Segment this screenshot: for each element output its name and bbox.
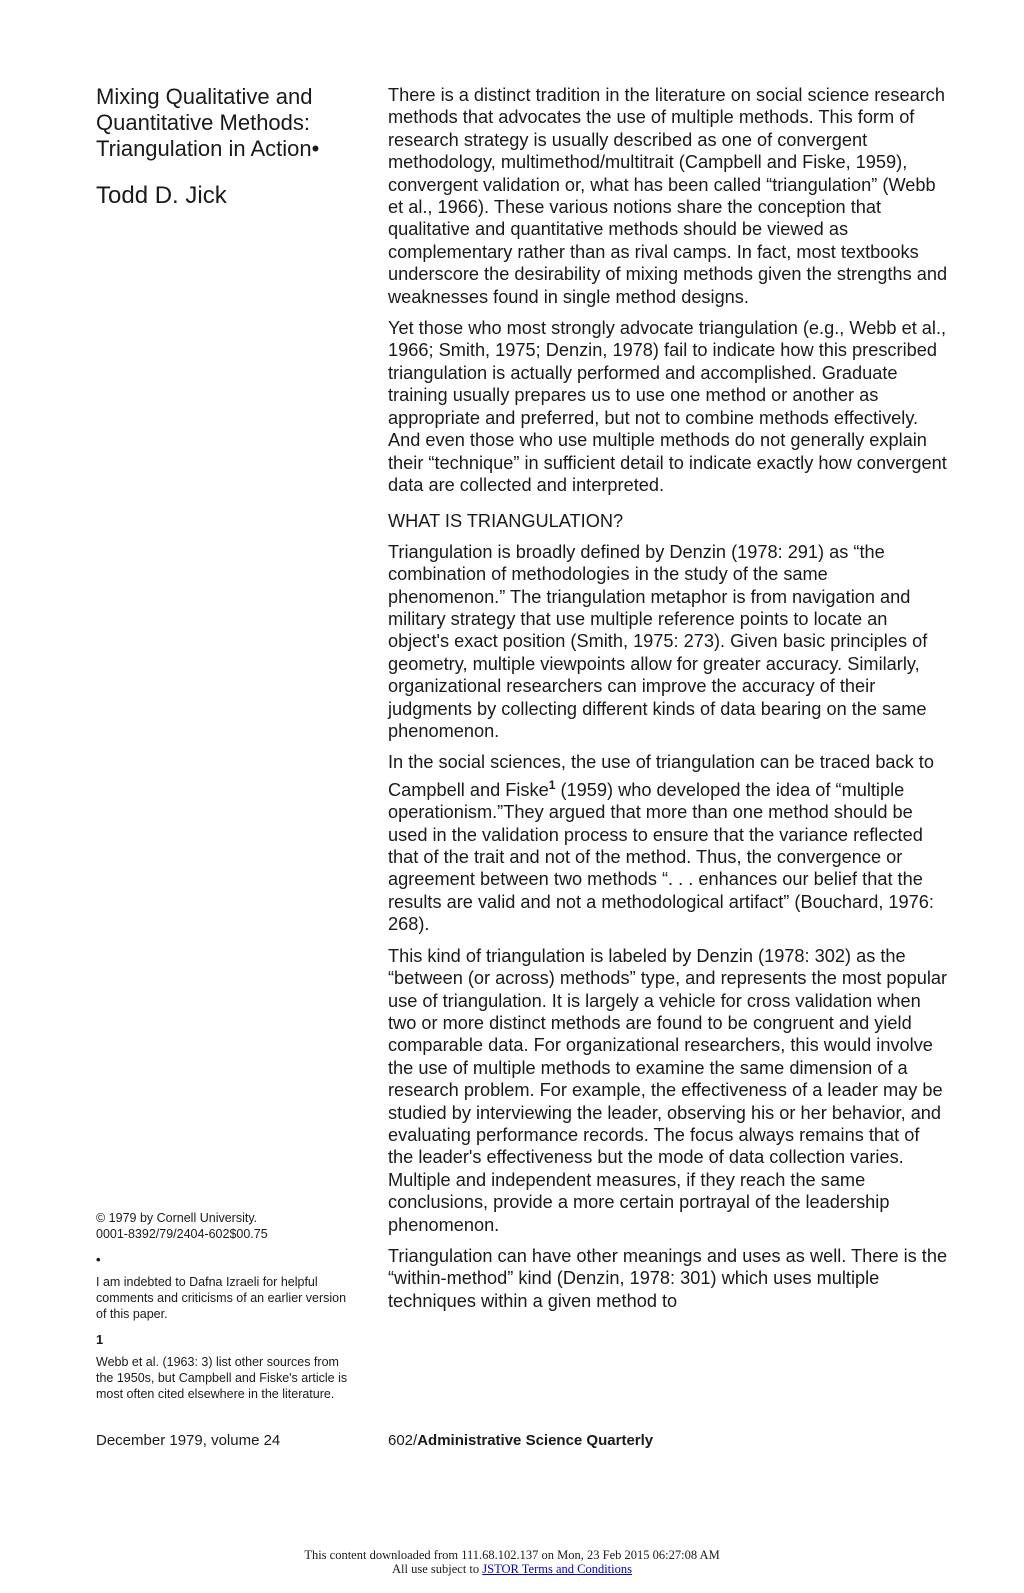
- issn-code: 0001-8392/79/2404-602$00.75: [96, 1227, 268, 1241]
- paragraph-5: This kind of triangulation is labeled by Denzin (1978: 302) as the “between (or across) methods” type, and represents the most popular use of triangulation. It is largely a vehicle for cross validation when two or more distinct methods are found to be congruent and yield comparable data. For organizational researchers, this would involve the use of multiple methods to examine the same dimension of a research problem. For example, the effectiveness of a leader may be studied by interviewing the leader, observing his or her behavior, and evaluating performance records. The focus always remains that of the leader's effectiveness but the mode of data collection varies. Multiple and independent measures, if they reach the same conclusions, provide a more certain portrayal of the leadership phenomenon.: [388, 945, 948, 1235]
- terms-prefix: All use subject to: [392, 1562, 483, 1576]
- paragraph-4-end: (1959) who developed the idea of “multiple operationism.”They argued that more than one method should be used in the validation process to ensure that the variance reflected that of the trait and not of the method. Thus, the convergence or agreement between two methods “. . . enhances our belief that the results are valid and not a methodological artifact” (Bouchard, 1976: 268).: [388, 779, 934, 935]
- jstor-notice: [0, 1548, 1024, 1576]
- section-heading: WHAT IS TRIANGULATION?: [388, 511, 624, 532]
- author-name: Todd D. Jick: [96, 182, 227, 209]
- article-header: [96, 84, 356, 210]
- journal-name: Administrative Science Quarterly: [417, 1432, 654, 1449]
- download-info: This content downloaded from 111.68.102.137 on Mon, 23 Feb 2015 06:27:08 AM: [304, 1548, 720, 1562]
- paragraph-6: Triangulation can have other meanings and uses as well. There is the “within-method” kind (Denzin, 1978: 301) which uses multiple techniques within a given method to: [388, 1245, 948, 1311]
- title-line-3: Triangulation in Action•: [96, 136, 320, 161]
- bullet-marker: •: [96, 1252, 101, 1267]
- article-body: [388, 84, 948, 1321]
- page-number: 602/: [388, 1432, 418, 1449]
- footnote-number: 1: [96, 1332, 104, 1347]
- terms-line: [0, 1562, 1024, 1576]
- footnote-ref: 1: [548, 777, 556, 792]
- paragraph-4: [388, 751, 948, 935]
- copyright-line: © 1979 by Cornell University.: [96, 1211, 258, 1225]
- paragraph-2: Yet those who most strongly advocate triangulation (e.g., Webb et al., 1966; Smith, 1975; Denzin, 1978) fail to indicate how this prescribed triangulation is actually performed and accomplished. Graduate training usually prepares us to use one method or another as appropriate and preferred, but not to combine methods effectively. And even those who use multiple methods do not generally explain their “technique” in sufficient detail to indicate exactly how convergent data are collected and interpreted.: [388, 318, 947, 495]
- paragraph-3: Triangulation is broadly defined by Denzin (1978: 291) as “the combination of methodologies in the study of the same phenomenon.” The triangulation metaphor is from navigation and military strategy that use multiple reference points to locate an object's exact position (Smith, 1975: 273). Given basic principles of geometry, multiple viewpoints allow for greater accuracy. Similarly, organizational researchers can improve the accuracy of their judgments by collecting different kinds of data bearing on the same phenomenon.: [388, 541, 928, 741]
- jstor-terms-link[interactable]: JSTOR Terms and Conditions: [482, 1562, 632, 1576]
- title-line-1: Mixing Qualitative and: [96, 84, 313, 109]
- acknowledgment-note: I am indebted to Dafna Izraeli for helpful comments and criticisms of an earlier version of this paper.: [96, 1275, 347, 1321]
- article-title: [96, 84, 356, 162]
- footnote-text: Webb et al. (1963: 3) list other sources from the 1950s, but Campbell and Fiske's article is most often cited elsewhere in the literature.: [96, 1355, 348, 1401]
- paragraph-4-start: In the social sciences, the use of triangulation can be traced back to Campbell and Fiske: [388, 752, 934, 800]
- paragraph-1: There is a distinct tradition in the literature on social science research methods that advocates the use of multiple methods. This form of research strategy is usually described as one of convergent methodology, multimethod/multitrait (Campbell and Fiske, 1959), convergent validation or, what has been called “triangulation” (Webb et al., 1966). These various notions share the conception that qualitative and quantitative methods should be viewed as complementary rather than as rival camps. In fact, most textbooks underscore the desirability of mixing methods given the strengths and weaknesses found in single method designs.: [388, 85, 948, 307]
- issue-date: December 1979, volume 24: [96, 1432, 281, 1449]
- footnotes: [96, 1210, 358, 1402]
- title-line-2: Quantitative Methods:: [96, 110, 311, 135]
- page-footer: [388, 1432, 653, 1449]
